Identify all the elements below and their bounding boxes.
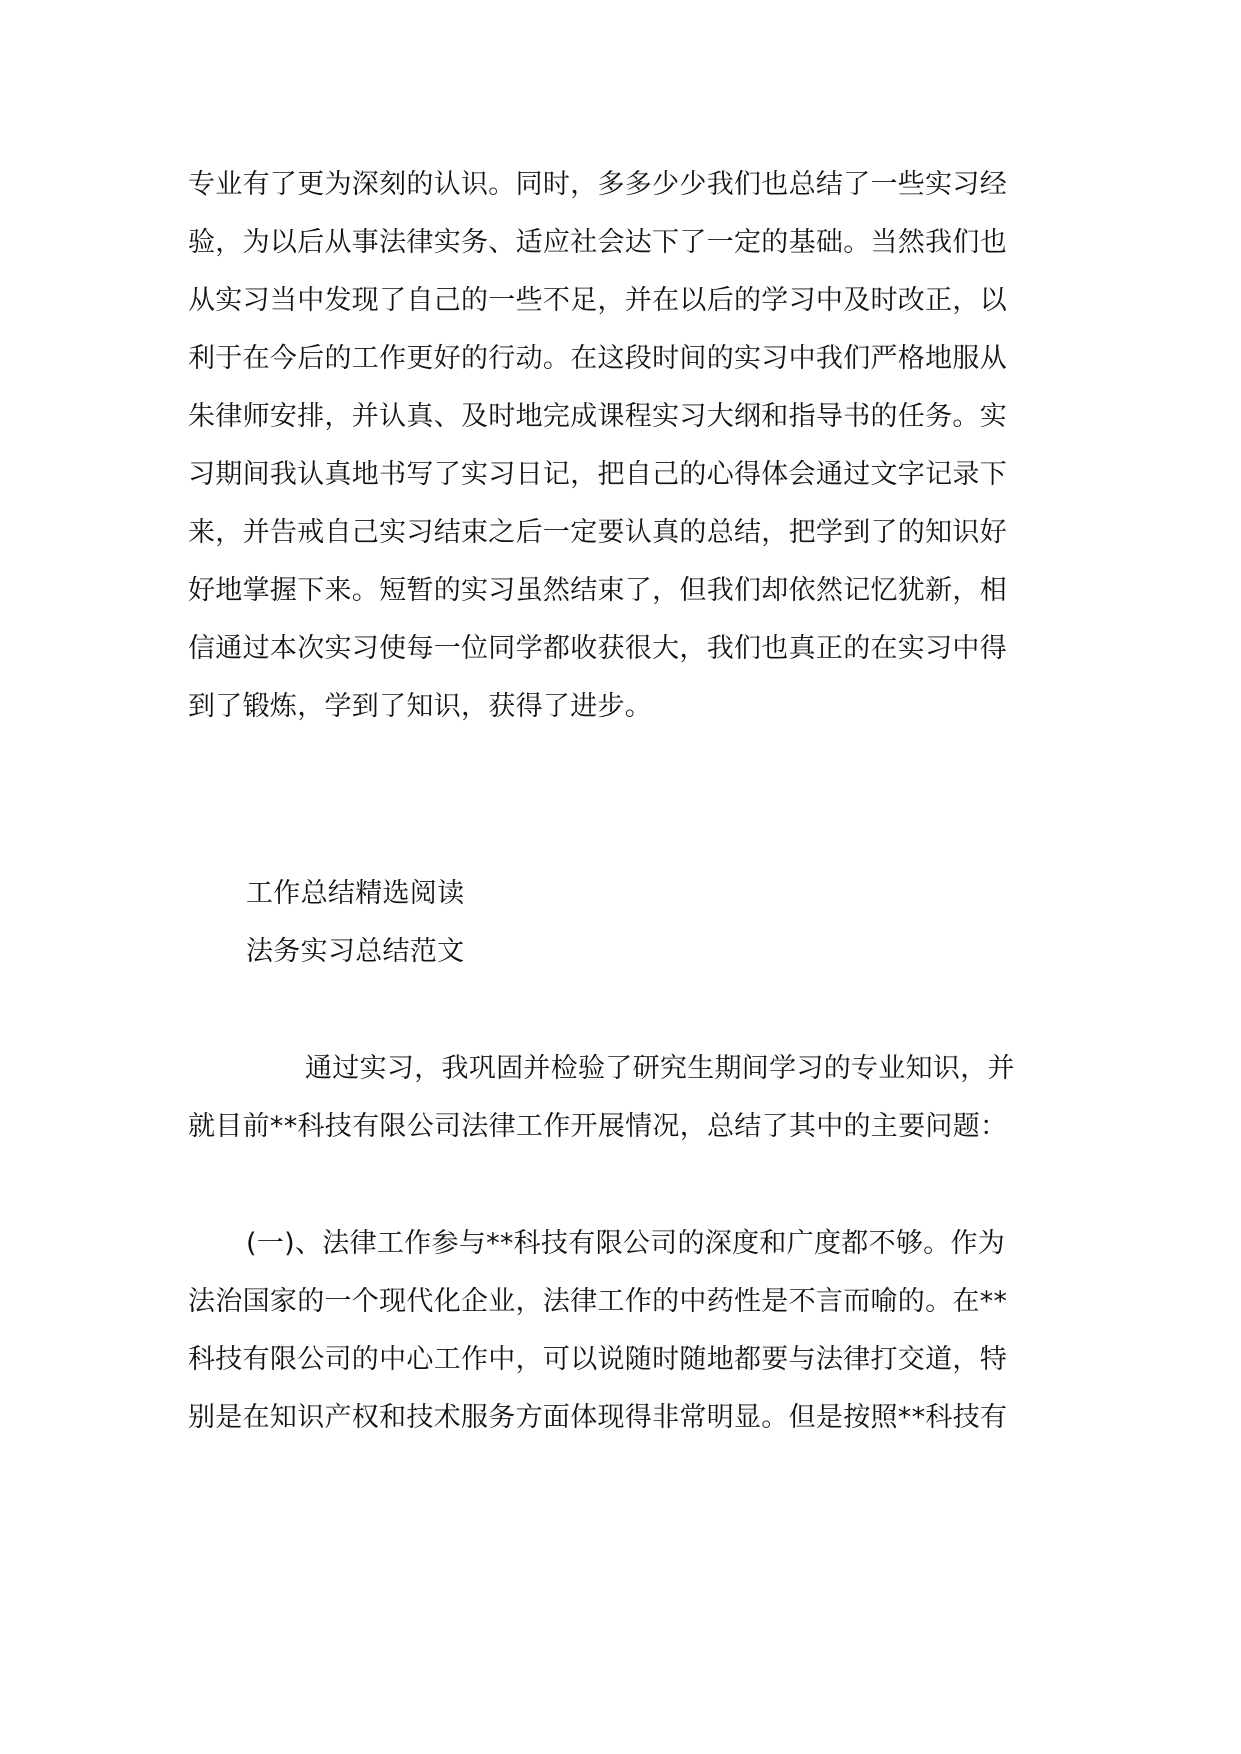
paragraph-1-line-5: 朱律师安排，并认真、及时地完成课程实习大纲和指导书的任务。实: [188, 401, 1007, 432]
paragraph-3-line-4: 别是在知识产权和技术服务方面体现得非常明显。但是按照**科技有: [188, 1402, 1008, 1433]
paragraph-2-line-1: 通过实习，我巩固并检验了研究生期间学习的专业知识，并: [305, 1053, 1015, 1084]
paragraph-1-line-6: 习期间我认真地书写了实习日记，把自己的心得体会通过文字记录下: [188, 459, 1007, 490]
section-heading: 工作总结精选阅读: [246, 878, 465, 909]
article-title: 法务实习总结范文: [246, 936, 465, 967]
paragraph-3-line-2: 法治国家的一个现代化企业，法律工作的中药性是不言而喻的。在**: [188, 1286, 1008, 1317]
paragraph-1-line-2: 验，为以后从事法律实务、适应社会达下了一定的基础。当然我们也: [188, 227, 1007, 258]
paragraph-1-line-4: 利于在今后的工作更好的行动。在这段时间的实习中我们严格地服从: [188, 343, 1007, 374]
paragraph-1-line-9: 信通过本次实习使每一位同学都收获很大，我们也真正的在实习中得: [188, 633, 1007, 664]
paragraph-1-line-1: 专业有了更为深刻的认识。同时，多多少少我们也总结了一些实习经: [188, 169, 1007, 200]
paragraph-1-line-7: 来，并告戒自己实习结束之后一定要认真的总结，把学到了的知识好: [188, 517, 1007, 548]
paragraph-1-line-10: 到了锻炼，学到了知识，获得了进步。: [188, 691, 653, 722]
paragraph-3-line-3: 科技有限公司的中心工作中，可以说随时随地都要与法律打交道，特: [188, 1344, 1007, 1375]
paragraph-1-line-8: 好地掌握下来。短暂的实习虽然结束了，但我们却依然记忆犹新，相: [188, 575, 1007, 606]
paragraph-1-line-3: 从实习当中发现了自己的一些不足，并在以后的学习中及时改正，以: [188, 285, 1007, 316]
paragraph-2-line-2: 就目前**科技有限公司法律工作开展情况，总结了其中的主要问题：: [188, 1111, 1008, 1142]
paragraph-3-line-1: (一)、法律工作参与**科技有限公司的深度和广度都不够。作为: [246, 1228, 1006, 1259]
